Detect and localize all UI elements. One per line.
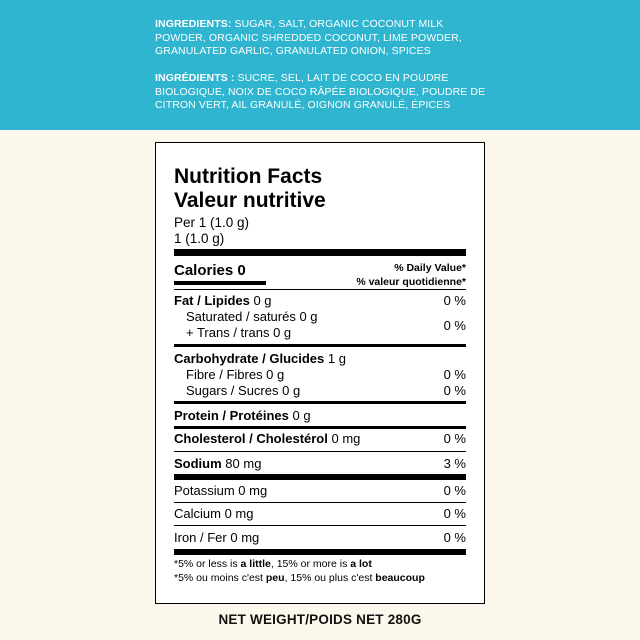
sugars-pct: 0 % [443,383,466,398]
carb-amount: 1 g [327,351,346,366]
footnote-emphasis: a lot [350,558,372,570]
cholesterol-label: Cholesterol / Cholestérol [174,431,328,446]
thick-divider [174,474,466,480]
medium-divider [174,426,466,429]
cholesterol-amount: 0 mg [331,431,361,446]
sat-trans-pct: 0 % [443,318,466,333]
nutrition-facts-label [155,142,485,604]
carb-row [174,351,346,366]
protein-row [174,408,311,423]
serving-size-1: Per 1 (1.0 g) [174,215,250,230]
fat-pct: 0 % [443,293,466,308]
fibre-pct: 0 % [443,367,466,382]
fat-label: Fat / Lipides [174,293,250,308]
iron-row: Iron / Fer 0 mg [174,530,260,545]
medium-divider [174,344,466,347]
footnote-text: , 15% or more is [270,558,351,570]
footnote-french [174,571,425,585]
calcium-pct: 0 % [443,506,466,521]
thick-divider [174,549,466,555]
footnote-text: *5% or less is [174,558,241,570]
fibre-row: Fibre / Fibres 0 g [186,367,285,382]
footnote-text: , 15% ou plus c'est [284,572,376,584]
net-weight: NET WEIGHT/POIDS NET 280G [218,612,422,627]
footnote-emphasis: a little [240,558,271,570]
calories: Calories 0 [174,262,246,279]
cholesterol-pct: 0 % [443,431,466,446]
sodium-label: Sodium [174,456,222,471]
ingredients-text-fr: SUCRE, SEL, LAIT DE COCO EN POUDRE BIOLOGIQUE, NOIX DE COCO RÂPÉE BIOLOGIQUE, POUDRE DE CITRON VERT, AIL GRANULÉ, OIGNON GRANULÉ, ÉPICES [155,72,486,111]
saturated-row: Saturated / saturés 0 g [186,309,318,324]
sugars-row: Sugars / Sucres 0 g [186,383,301,398]
potassium-pct: 0 % [443,483,466,498]
ingredients-french [155,72,495,113]
carb-label: Carbohydrate / Glucides [174,351,325,366]
trans-row: + Trans / trans 0 g [186,325,292,340]
protein-amount: 0 g [292,408,311,423]
calories-underline [174,281,266,285]
potassium-row: Potassium 0 mg [174,483,268,498]
sodium-amount: 80 mg [225,456,262,471]
medium-divider [174,401,466,404]
daily-value-header-en: % Daily Value* [394,262,466,274]
divider [174,289,466,290]
protein-label: Protein / Protéines [174,408,289,423]
footnote-emphasis: peu [265,572,285,584]
serving-size-2: 1 (1.0 g) [174,231,225,246]
ingredients-banner [0,0,640,130]
divider [174,451,466,452]
iron-pct: 0 % [443,530,466,545]
fat-row [174,293,272,308]
ingredients-heading-en: INGREDIENTS: [155,18,232,30]
title-french: Valeur nutritive [174,189,326,212]
ingredients-text-en: SUGAR, SALT, ORGANIC COCONUT MILK POWDER, ORGANIC SHREDDED COCONUT, LIME POWDER, GRANULATED GARLIC, GRANULATED ONION, SPICES [155,18,462,57]
divider [174,502,466,503]
thick-divider [174,249,466,256]
daily-value-header-fr: % valeur quotidienne* [356,276,466,288]
calcium-row: Calcium 0 mg [174,506,254,521]
cholesterol-row [174,431,360,446]
sodium-row [174,456,261,471]
footnote-emphasis: beaucoup [375,572,425,584]
divider [174,525,466,526]
fat-amount: 0 g [253,293,272,308]
ingredients-heading-fr: INGRÉDIENTS : [155,72,235,84]
footnote-english [174,557,372,571]
sodium-pct: 3 % [443,456,466,471]
footnote-text: *5% ou moins c'est [174,572,266,584]
ingredients-english [155,18,495,59]
title-english: Nutrition Facts [174,165,323,188]
